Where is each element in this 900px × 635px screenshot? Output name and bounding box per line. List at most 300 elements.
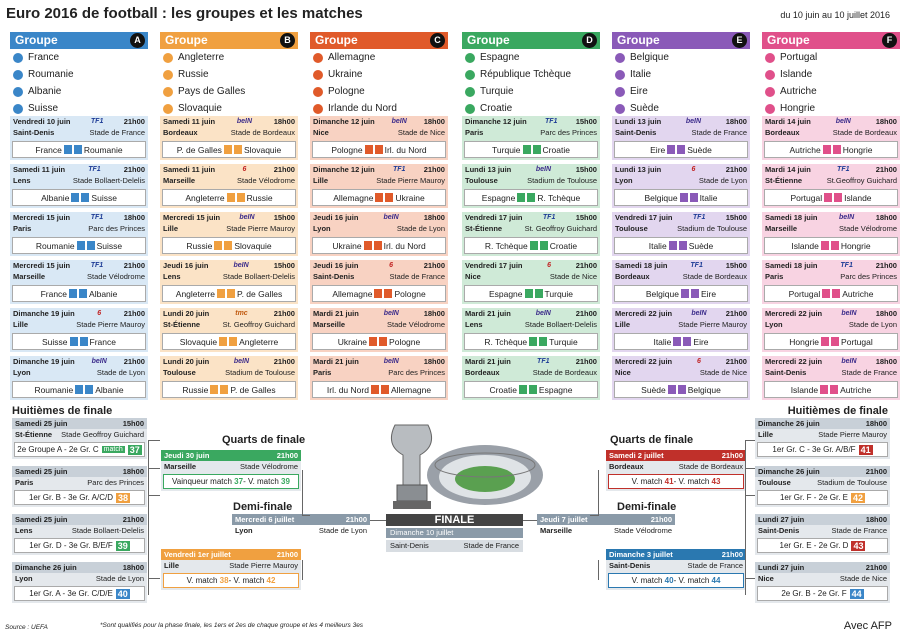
away-team: R. Tchèque [537,192,581,203]
sf-date: Jeudi 7 juillet [540,515,588,524]
score-box-icon [824,193,832,202]
flag-icon [13,53,23,63]
match-date: Jeudi 16 juin [313,213,359,222]
score-box-icon [75,385,83,394]
team-name: Belgique [630,52,669,63]
qf-venue-row [161,560,301,571]
score-box-icon [530,241,538,250]
team-row [762,83,900,100]
match-date: Lundi 13 juin [615,117,662,126]
r16-time: 21h00 [865,563,887,572]
channel-logo: 6 [696,358,701,365]
match-header [462,212,600,223]
match-teams [464,141,598,158]
away-team: Eire [693,336,709,347]
match-teams [12,141,146,158]
team-name: Turquie [480,86,514,97]
match-time: 21h00 [123,165,145,174]
match-card[interactable] [310,308,448,352]
away-team: Ukraine [395,192,425,203]
flag-icon [615,104,625,114]
r16-date: Samedi 25 juin [15,515,68,524]
quarts-title-left: Quarts de finale [222,434,306,446]
flag-icon [13,104,23,114]
qf-venue: Stade de Bordeaux [678,462,743,471]
home-team: Russie [186,240,213,251]
match-header [160,356,298,367]
match-venue: Stade de France [691,128,747,137]
away-team: Suisse [91,192,117,203]
match-venue-row [310,223,448,234]
match-number: 40 [117,588,128,599]
flag-icon [765,104,775,114]
channel-logo: 6 [242,166,247,173]
score-box-icon [669,241,677,250]
match-city: Lens [13,176,31,185]
r16-card[interactable] [12,562,147,603]
score-box-icon [821,337,829,346]
r16-header [12,514,147,525]
score-box-icon [87,241,95,250]
flag-icon [163,53,173,63]
match-teams [464,237,598,254]
match-teams [464,333,598,350]
r16-city: Toulouse [758,478,791,487]
match-venue-row [612,175,750,186]
r16-date: Samedi 25 juin [15,467,68,476]
match-city: Toulouse [163,368,196,377]
match-teams [312,141,446,158]
r16-time: 15h00 [122,419,144,428]
match-date: Mercredi 22 juin [765,357,823,366]
match-card[interactable] [762,116,900,160]
match-header [612,308,750,319]
score-box-icon [71,193,79,202]
score-box-icon [679,241,687,250]
demi-title-left: Demi-finale [233,501,293,513]
match-venue-row [10,367,148,378]
match-time: 21h00 [875,261,897,270]
match-city: Marseille [313,320,346,329]
score-box-icon [229,337,237,346]
final-venue-row [386,540,523,552]
r16-text: 1er Gr. B - 3e Gr. A/C/D [28,493,113,502]
match-city: Paris [313,368,332,377]
match-card[interactable] [462,116,600,160]
r16-header [12,466,147,477]
away-team: Irl. du Nord [383,240,426,251]
r16-teams [14,538,145,553]
match-card[interactable] [762,308,900,352]
match-header [10,308,148,319]
match-card[interactable] [612,164,750,208]
match-card[interactable] [462,260,600,304]
r16-card[interactable] [755,514,890,555]
r16-venue: Stade Bollaert-Delelis [71,526,144,535]
home-team: Portugal [790,192,823,203]
huitiemes-title-right: Huitièmes de finale [787,405,888,417]
r16-card[interactable] [755,562,890,603]
match-date: Samedi 18 juin [765,261,818,270]
flag-icon [465,70,475,80]
match-number: 37 [129,444,140,455]
qf-venue-row [161,461,301,472]
match-card[interactable] [160,356,298,400]
channel-logo: 6 [97,310,102,317]
r16-time: 21h00 [122,515,144,524]
away-team: Slovaquie [243,144,282,155]
match-city: Lyon [313,224,331,233]
match-card[interactable] [310,164,448,208]
match-venue-row [612,271,750,282]
match-header [762,308,900,319]
home-team: Italie [648,240,667,251]
score-box-icon [375,145,383,154]
match-venue: Stade de Nice [549,272,597,281]
match-venue: Stade de France [389,272,445,281]
r16-venue: Stade de Lyon [95,574,144,583]
match-card[interactable] [612,308,750,352]
match-date: Mardi 21 juin [465,309,511,318]
bracket-line [745,495,746,595]
team-row [612,83,750,100]
match-time: 15h00 [273,261,295,270]
r16-header [755,418,890,429]
match-time: 21h00 [725,357,747,366]
away-team: Croatie [549,240,578,251]
away-team: Russie [246,192,273,203]
qf-city: Lille [164,561,180,570]
score-box-icon [668,385,676,394]
r16-venue-row [755,429,890,440]
match-teams [464,189,598,206]
match-venue-row [462,367,600,378]
sf-venue: Stade de Lyon [318,526,367,535]
match-date: Lundi 13 juin [465,165,512,174]
match-header [612,260,750,271]
channel-logo: 6 [547,262,552,269]
match-card[interactable] [612,260,750,304]
team-name: France [28,52,60,63]
match-venue-row [462,127,600,138]
r16-card[interactable] [12,514,147,555]
match-number: 41 [860,444,871,455]
bracket-line [370,520,386,521]
away-team: Slovaquie [234,240,272,251]
bracket-line [598,560,599,580]
channel-logo: TF1 [90,118,104,125]
match-time: 18h00 [423,309,445,318]
match-venue-row [10,175,148,186]
match-date: Samedi 18 juin [615,261,668,270]
score-box-icon [374,289,382,298]
channel-logo: beIN [383,214,399,221]
match-venue: St.Geoffroy Guichard [826,176,897,185]
sf-header [537,514,675,525]
score-box-icon [535,289,543,298]
team-name: Suisse [28,103,59,114]
qf-time: 21h00 [721,451,743,460]
away-team: Pologne [394,288,426,299]
score-box-icon [527,193,535,202]
qf-n2: 39 [281,477,290,486]
match-card[interactable] [462,356,600,400]
team-name: Espagne [480,52,520,63]
match-time: 21h00 [725,165,747,174]
home-team: Islande [791,240,819,251]
home-team: Italie [653,336,672,347]
qf-card[interactable] [606,549,746,590]
match-teams [162,189,296,206]
match-date: Vendredi 17 juin [615,213,673,222]
score-box-icon [227,193,235,202]
match-venue: Stade de France [89,128,145,137]
channel-logo: TF1 [840,262,853,269]
match-header [762,164,900,175]
match-date: Mercredi 22 juin [615,357,673,366]
match-teams [312,189,446,206]
match-card[interactable] [462,308,600,352]
channel-logo: TF1 [837,166,850,173]
flag-icon [615,87,625,97]
score-box-icon [539,337,547,346]
qf-header [161,549,301,560]
away-team: Autriche [840,384,872,395]
match-venue: Stade Bollaert-Delelis [72,176,145,185]
match-time: 21h00 [273,357,295,366]
match-card[interactable] [10,308,148,352]
r16-city: Lens [15,526,33,535]
r16-venue: Stade Geoffroy Guichard [61,430,144,439]
channel-logo: TF1 [690,262,703,269]
match-time: 18h00 [273,117,295,126]
away-team: Suède [688,240,714,251]
match-venue-row [160,223,298,234]
match-city: Saint-Denis [615,128,657,137]
match-venue: Stade Pierre Mauroy [376,176,445,185]
match-card[interactable] [310,356,448,400]
match-number: 43 [853,540,864,551]
score-box-icon [81,193,89,202]
score-box-icon [79,289,87,298]
match-teams [312,285,446,302]
match-time: 15h00 [575,117,597,126]
channel-logo: TF1 [88,166,101,173]
match-city: Marseille [13,272,46,281]
match-header [310,116,448,127]
bracket-line [745,440,755,441]
match-venue-row [160,127,298,138]
home-team: Angleterre [185,192,225,203]
away-team: Suède [687,144,712,155]
match-header [462,356,600,367]
group-header [462,32,600,49]
match-city: Marseille [163,176,196,185]
team-row [310,66,448,83]
qf-venue-row [606,461,746,472]
match-teams [12,381,146,398]
match-card[interactable] [160,164,298,208]
away-team: France [89,336,116,347]
match-venue-row [762,319,900,330]
home-team: Allemagne [333,192,374,203]
away-team: Eire [700,288,717,299]
group-f [762,32,900,117]
r16-card[interactable] [755,466,890,507]
match-venue-row [462,175,600,186]
match-card[interactable] [10,116,148,160]
group-word: Groupe [617,33,660,47]
match-card[interactable] [310,116,448,160]
match-city: Paris [13,224,32,233]
r16-city: St-Étienne [15,430,53,439]
match-card[interactable] [160,260,298,304]
flag-icon [163,87,173,97]
match-card[interactable] [762,260,900,304]
r16-header [755,466,890,477]
match-city: St-Étienne [765,176,803,185]
qf-city: Bordeaux [609,462,644,471]
group-e [612,32,750,117]
match-time: 18h00 [423,357,445,366]
match-date: Mercredi 15 juin [13,213,71,222]
match-teams [162,141,296,158]
home-team: Eire [650,144,666,155]
team-name: Hongrie [780,103,816,114]
match-city: Lille [163,224,179,233]
score-box-icon [519,385,527,394]
r16-card[interactable] [12,466,147,507]
match-venue-row [762,127,900,138]
team-row [762,66,900,83]
team-name: Albanie [28,86,62,97]
score-box-icon [667,145,675,154]
match-city: Saint-Denis [13,128,55,137]
qf-card[interactable] [606,450,746,491]
qf-n2: 42 [266,576,276,585]
match-venue-row [160,319,298,330]
score-box-icon [384,289,392,298]
team-row [160,66,298,83]
score-box-icon [224,145,232,154]
r16-card[interactable] [755,418,890,459]
match-city: St-Étienne [163,320,201,329]
r16-time: 18h00 [865,419,887,428]
sf-card[interactable] [232,514,370,536]
channel-logo: TF1 [392,166,406,173]
match-time: 18h00 [423,117,445,126]
score-box-icon [375,193,383,202]
match-venue: Stade de Lyon [96,368,145,377]
match-header [462,260,600,271]
r16-card[interactable] [12,418,147,459]
match-card[interactable] [310,212,448,256]
match-card[interactable] [462,164,600,208]
sf-card[interactable] [537,514,675,536]
channel-logo: TF1 [544,118,558,125]
qf-card[interactable] [161,549,301,590]
match-venue-row [160,367,298,378]
home-team: Slovaquie [179,336,218,347]
group-header [612,32,750,49]
r16-city: Lyon [15,574,33,583]
match-date: Lundi 20 juin [163,309,210,318]
match-card[interactable] [612,212,750,256]
home-team: P. de Galles [176,144,222,155]
match-city: Bordeaux [615,272,650,281]
match-time: 21h00 [875,165,897,174]
team-name: Islande [780,69,813,80]
qf-card[interactable] [161,450,301,491]
home-team: Allemagne [332,288,373,299]
team-row [310,49,448,66]
match-card[interactable] [462,212,600,256]
home-team: Roumanie [34,384,74,395]
group-letter: A [130,33,145,48]
group-letter: E [732,33,747,48]
match-card[interactable] [160,308,298,352]
match-card[interactable] [10,260,148,304]
match-card[interactable] [10,212,148,256]
match-card[interactable] [10,356,148,400]
r16-date: Dimanche 26 juin [758,467,820,476]
match-time: 21h00 [123,261,145,270]
channel-logo: TF1 [692,214,706,221]
home-team: Irl. du Nord [326,384,369,395]
match-card[interactable] [762,212,900,256]
match-venue-row [310,319,448,330]
away-team: Croatie [542,144,570,155]
match-header [462,164,600,175]
flag-icon [13,70,23,80]
match-card[interactable] [612,116,750,160]
match-time: 15h00 [725,261,747,270]
match-card[interactable] [160,212,298,256]
match-card[interactable] [310,260,448,304]
r16-teams [757,586,888,601]
score-box-icon [69,289,77,298]
score-box-icon [691,289,699,298]
score-box-icon [677,145,685,154]
home-team: R. Tchèque [484,240,528,251]
match-card[interactable] [160,116,298,160]
qf-venue-row [606,560,746,571]
score-box-icon [374,241,382,250]
channel-logo: beIN [691,310,707,317]
match-teams [162,285,296,302]
match-venue-row [160,271,298,282]
sf-city: Marseille [540,526,573,535]
score-box-icon [673,337,681,346]
match-time: 21h00 [575,357,597,366]
sf-date: Mercredi 6 juillet [235,515,295,524]
match-card[interactable] [762,356,900,400]
match-city: Toulouse [465,176,498,185]
away-team: Espagne [538,384,573,395]
match-venue: Parc des Princes [88,224,145,233]
r16-header [12,418,147,429]
score-box-icon [381,385,389,394]
score-box-icon [680,193,688,202]
match-card[interactable] [612,356,750,400]
match-header [310,260,448,271]
match-card[interactable] [762,164,900,208]
score-box-icon [823,145,831,154]
score-box-icon [77,241,85,250]
match-card[interactable] [10,164,148,208]
score-box-icon [533,145,541,154]
r16-venue: Stade de France [831,526,887,535]
